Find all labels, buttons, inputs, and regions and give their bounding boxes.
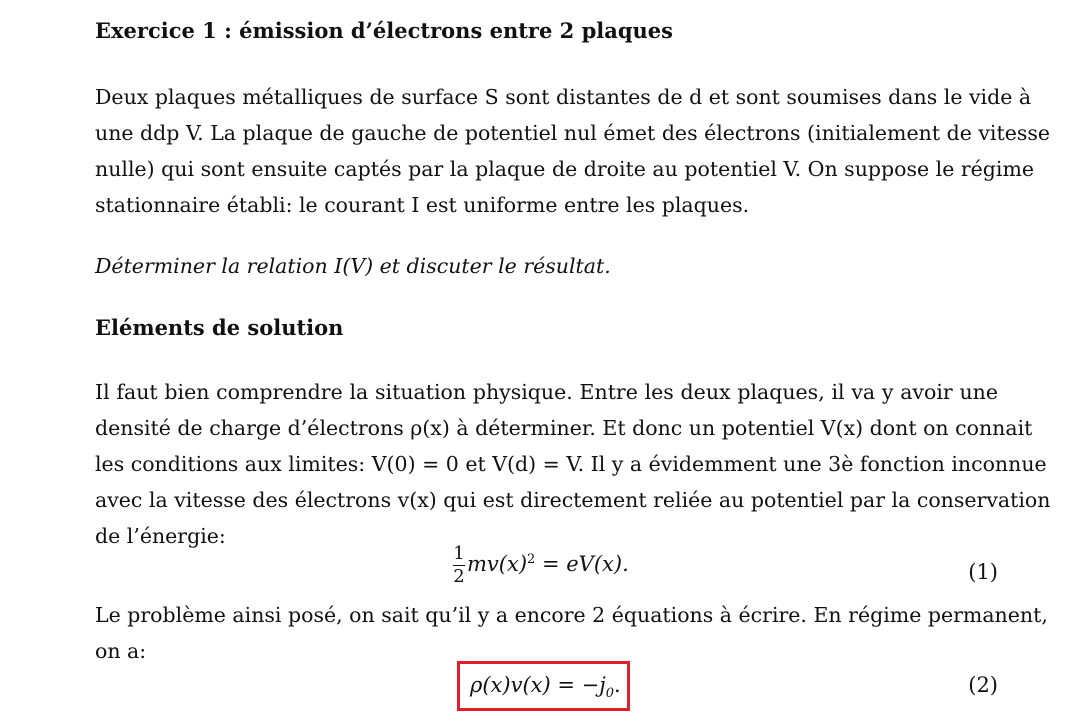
equation-2-highlight-box — [457, 661, 630, 711]
solution-line: avec la vitesse des électrons v(x) qui est directement reliée au potentiel par la conservation — [95, 488, 1051, 512]
equation-2-lhs: ρ(x)v(x) = −j — [470, 673, 606, 697]
equation-1-body: mv(x) — [467, 552, 528, 576]
equation-1-exponent: 2 — [527, 552, 536, 567]
equation-2-subscript: 0 — [605, 686, 615, 702]
statement-line: une ddp V. La plaque de gauche de potentiel nul émet des électrons (initialement de vitesse — [95, 121, 1051, 145]
solution-heading: Eléments de solution — [95, 315, 344, 340]
equation-2-end: . — [614, 673, 621, 697]
statement-line: stationnaire établi: le courant I est uniforme entre les plaques. — [95, 193, 750, 217]
second-paragraph — [95, 597, 1048, 669]
exercise-title: Exercice 1 : émission d’électrons entre 2 plaques — [95, 18, 673, 43]
equation-1-number: (1) — [968, 560, 998, 584]
fraction-numerator: 1 — [453, 543, 465, 564]
second-paragraph-line: on a: — [95, 639, 147, 663]
second-paragraph-line: Le problème ainsi posé, on sait qu’il y a encore 2 équations à écrire. En régime permanent, — [95, 603, 1048, 627]
equation-1 — [453, 545, 629, 586]
solution-line: densité de charge d’électrons ρ(x) à déterminer. Et donc un potentiel V(x) dont on connait — [95, 416, 1033, 440]
fraction-denominator: 2 — [453, 566, 465, 587]
equation-1-rhs: = eV(x). — [535, 552, 629, 576]
statement-line: Deux plaques métalliques de surface S sont distantes de d et sont soumises dans le vide à — [95, 85, 1032, 109]
solution-line: les conditions aux limites: V(0) = 0 et V(d) = V. Il y a évidemment une 3è fonction inconnue — [95, 452, 1047, 476]
statement-paragraph — [95, 79, 1051, 223]
equation-2-number: (2) — [968, 673, 998, 697]
question-text: Déterminer la relation I(V) et discuter le résultat. — [95, 254, 611, 278]
statement-line: nulle) qui sont ensuite captés par la plaque de droite au potentiel V. On suppose le régime — [95, 157, 1035, 181]
solution-line: de l’énergie: — [95, 524, 226, 548]
fraction-one-half — [453, 545, 465, 586]
solution-paragraph — [95, 374, 1051, 554]
solution-line: Il faut bien comprendre la situation physique. Entre les deux plaques, il va y avoir une — [95, 380, 998, 404]
